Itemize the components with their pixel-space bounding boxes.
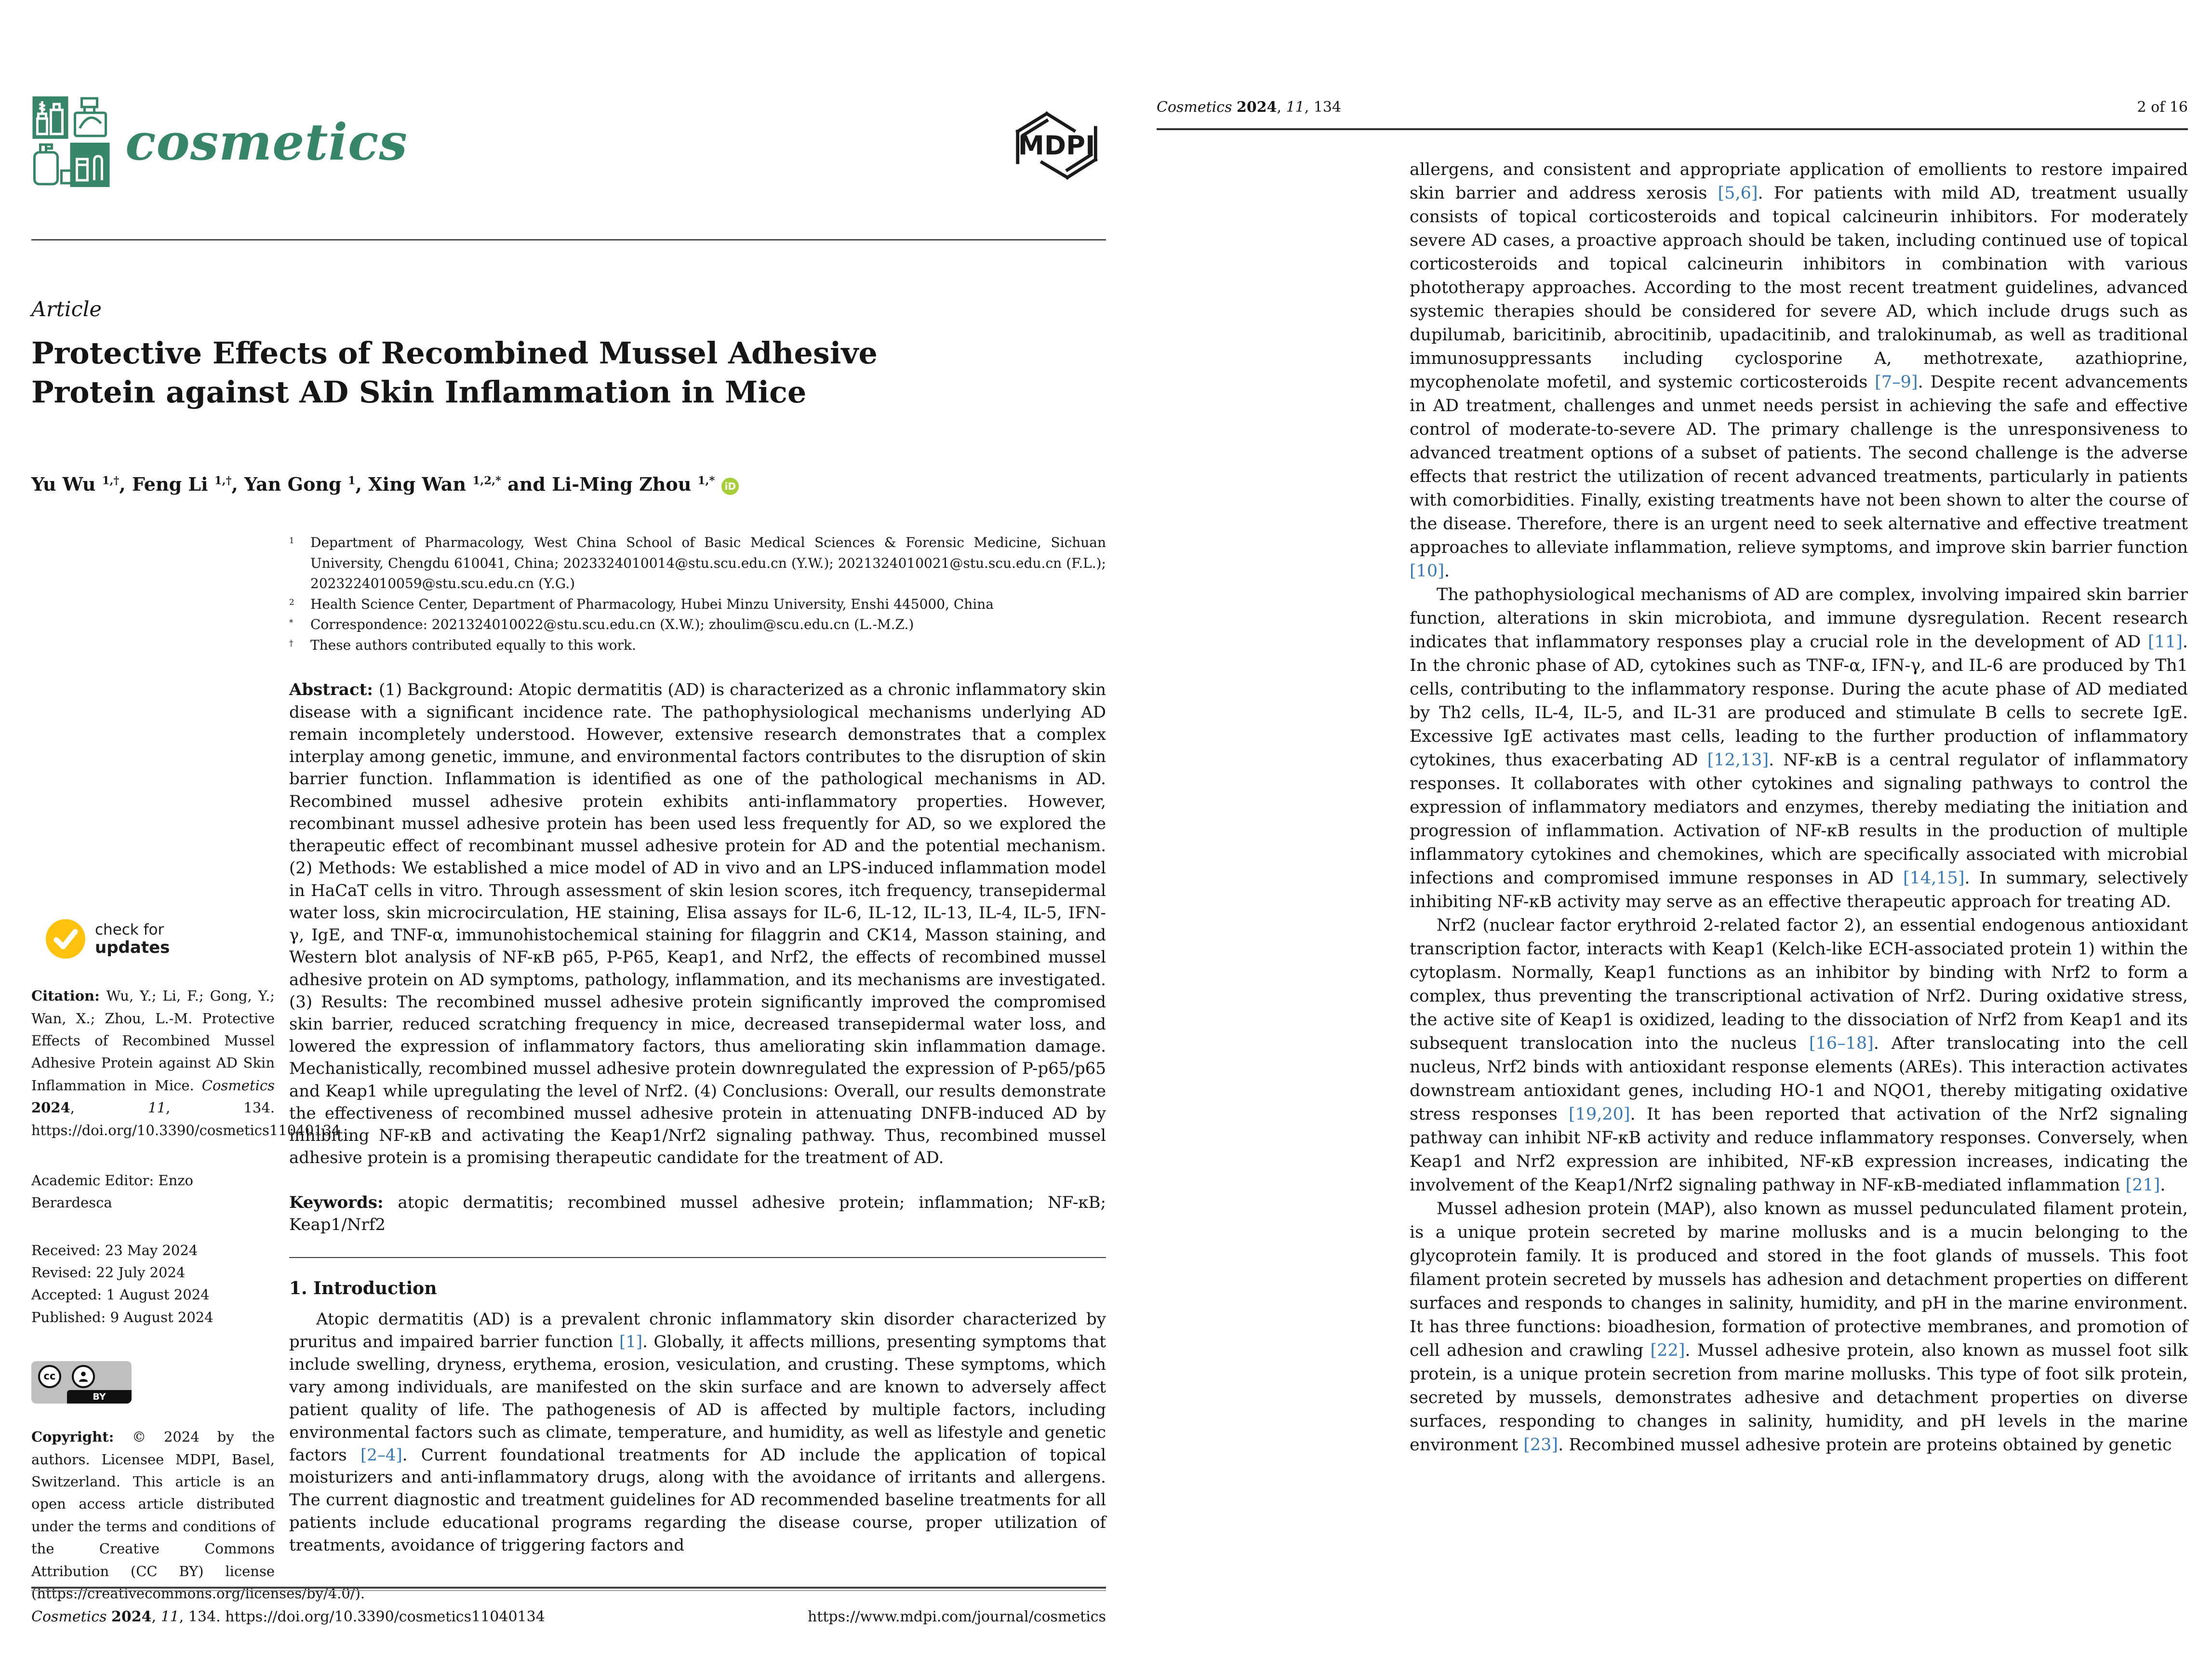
copyright-block: Copyright: © 2024 by the authors. Licensee MDPI, Basel, Switzerland. This article is an open access article distributed under the terms and conditions of the Creative Commons Attribution (CC BY) license (https://creativecommons.org/licenses/by/4.0/). bbox=[31, 1429, 365, 1602]
cc-icon: cc bbox=[38, 1365, 61, 1388]
dates-block bbox=[31, 1239, 275, 1329]
citation-ref[interactable]: [11] bbox=[2148, 632, 2183, 652]
sidebar-info-line: Revised: 22 July 2024 bbox=[31, 1264, 186, 1281]
running-head: Cosmetics 2024, 11, 134 bbox=[1157, 99, 1342, 116]
page-number: 2 of 16 bbox=[2137, 99, 2188, 116]
citation-ref[interactable]: [7–9] bbox=[1875, 373, 1918, 392]
page2-body bbox=[1410, 158, 2188, 1457]
citation-ref[interactable]: [5,6] bbox=[1718, 184, 1758, 203]
section-divider bbox=[289, 1257, 1106, 1258]
cosmetics-logo-icon bbox=[31, 96, 111, 188]
cc-by-label: BY bbox=[67, 1390, 132, 1404]
citation-ref[interactable]: [21] bbox=[2125, 1176, 2160, 1195]
citation-ref[interactable]: [14,15] bbox=[1903, 869, 1965, 888]
paragraph: allergens, and consistent and appropriate application of emollients to restore impaired skin barrier and address xerosis [5,6]. For patients with mild AD, treatment usually consists of topical corticosteroids and topical calcineurin inhibitors. For moderately severe AD cases, a proactive approach should be taken, including continued use of topical corticosteroids and topical calcineurin inhibitors in combination with various phototherapy approaches. According to the most recent treatment guidelines, advanced systemic therapies should be considered for severe AD, which include drugs such as dupilumab, baricitinib, abrocitinib, upadacitinib, and tralokinumab, as well as traditional immunosuppressants including cyclosporine A, methotrexate, azathioprine, mycophenolate mofetil, and systemic corticosteroids [7–9]. Despite recent advancements in AD treatment, challenges and unmet needs persist in achieving the safe and effective control of moderate-to-severe AD. The primary challenge is the unresponsiveness to advanced treatment options of a subset of patients. The second challenge is the adverse effects that restrict the utilization of recent advanced treatments, particularly in patients with comorbidities. Finally, existing treatments have not been shown to alter the course of the disease. Therefore, there is an urgent need to seek alternative and effective treatment approaches to alleviate inflammation, relieve symptoms, and improve skin barrier function [10]. bbox=[1410, 160, 2188, 581]
mdpi-logo-shape bbox=[1012, 106, 1101, 183]
cc-by-badge[interactable] bbox=[31, 1361, 132, 1404]
citation-ref[interactable]: [10] bbox=[1410, 562, 1444, 581]
check-updates-line2: updates bbox=[95, 937, 170, 957]
footer-rule bbox=[31, 1587, 1106, 1591]
academic-editor: Academic Editor: Enzo Berardesca bbox=[31, 1172, 193, 1211]
header-rule bbox=[31, 239, 1106, 241]
article-title: Protective Effects of Recombined Mussel Adhesive Protein against AD Skin Inflammation in Mice bbox=[31, 335, 878, 410]
mdpi-wordmark: MDPI bbox=[1018, 130, 1095, 161]
paragraph: Mussel adhesion protein (MAP), also known as mussel pedunculated filament protein, is a unique protein secreted by marine mollusks and is a mucin belonging to the glycoprotein family. It is produced and stored in the foot glands of mussels. This foot filament protein secreted by mussels has adhesion and detachment properties on different surfaces and responds to changes in salinity, humidity, and pH in the marine environment. It has three functions: bioadhesion, formation of protective membranes, and promotion of cell adhesion and crawling [22]. Mussel adhesive protein, also known as mussel foot silk protein, is a unique protein secretion from marine mollusks. This type of foot silk protein, secreted by mussels, demonstrates adhesive and detachment properties on diverse surfaces, responding to changes in salinity, humidity, and pH levels in the marine environment [23]. Recombined mussel adhesive protein are proteins obtained by genetic bbox=[1410, 1199, 2188, 1455]
footer-journal-url[interactable]: https://www.mdpi.com/journal/cosmetics bbox=[807, 1608, 1106, 1625]
citation-ref[interactable]: [12,13] bbox=[1707, 750, 1769, 770]
check-for-updates-badge[interactable] bbox=[45, 918, 275, 960]
page2-header-rule bbox=[1157, 128, 2188, 130]
page1-footer bbox=[31, 1587, 1106, 1625]
page-2 bbox=[1108, 0, 2212, 1659]
citation-ref[interactable]: [2–4] bbox=[360, 1445, 402, 1465]
citation-block: Citation: Wu, Y.; Li, F.; Gong, Y.; Wan, X.; Zhou, L.-M. Protective Effects of Recombined Mussel Adhesive Protein against AD Skin Inflammation in Mice. Cosmetics 2024, 11, 134. https://doi.org/10.3390/cosmetics11040134 bbox=[31, 988, 341, 1138]
author-names: Yu Wu $^{1,\dagger}$, Feng Li $^{1,\dagger}$, Yan Gong $^1$, Xing Wan $^{1,2,*}$ and Li-Ming Zhou $^{1,*}$ bbox=[31, 473, 715, 495]
sidebar-info-line: Accepted: 1 August 2024 bbox=[31, 1286, 210, 1303]
affiliations bbox=[289, 533, 1106, 656]
paragraph: Atopic dermatitis (AD) is a prevalent chronic inflammatory skin disorder characterized by pruritus and impaired barrier function [1]. Globally, it affects millions, presenting symptoms that include swelling, dryness, erythema, erosion, vesiculation, and crusting. These symptoms, which vary among individuals, are manifested on the skin surface and are known to adversely affect patient quality of life. The pathogenesis of AD is affected by multiple factors, including environmental factors such as climate, temperature, and humidity, as well as lifestyle and genetic factors [2–4]. Current foundational treatments for AD include the application of topical moisturizers and anti-inflammatory drugs, along with the avoidance of irritants and allergens. The current diagnostic and treatment guidelines for AD recommended baseline treatments for all patients include educational programs regarding the disease course, proper utilization of treatments, avoidance of triggering factors and bbox=[289, 1310, 1106, 1555]
check-updates-line1: check for bbox=[95, 921, 164, 938]
citation-ref[interactable]: [19,20] bbox=[1569, 1105, 1630, 1124]
journal-name: cosmetics bbox=[125, 112, 408, 172]
page1-main-column bbox=[289, 533, 1106, 1605]
affiliation-row: † These authors contributed equally to this work. bbox=[289, 637, 636, 653]
citation-ref[interactable]: [22] bbox=[1650, 1341, 1685, 1360]
section-heading-introduction: 1. Introduction bbox=[289, 1278, 437, 1299]
mdpi-logo[interactable] bbox=[1012, 106, 1101, 185]
cc-icons bbox=[38, 1365, 95, 1388]
affiliation-row: 1 Department of Pharmacology, West China School of Basic Medical Sciences & Forensic Medicine, Sichuan University, Chengdu 610041, China; 2023324010014@stu.scu.edu.cn (Y.W.); 2021324010021@stu.scu.edu.cn (F.L.); 2023224010059@stu.scu.edu.cn (Y.G.) bbox=[289, 535, 1106, 592]
check-icon bbox=[45, 918, 86, 960]
sidebar-info-line: Published: 9 August 2024 bbox=[31, 1309, 213, 1325]
paragraph: Nrf2 (nuclear factor erythroid 2-related factor 2), an essential endogenous antioxidant transcription factor, interacts with Keap1 (Kelch-like ECH-associated protein 1) within the cytoplasm. Normally, Keap1 functions as an inhibitor by binding with Nrf2 to form a complex, thus preventing the transcriptional activation of Nrf2. During oxidative stress, the active site of Keap1 is oxidized, leading to the dissociation of Nrf2 from Keap1 and its subsequent translocation into the nucleus [16–18]. After translocating into the cell nucleus, Nrf2 binds with antioxidant response elements (AREs). This interaction activates downstream antioxidant genes, including HO-1 and NQO1, thereby mitigating oxidative stress responses [19,20]. It has been reported that activation of the Nrf2 signaling pathway can inhibit NF-κB activity and reduce inflammatory responses. Conversely, when Keap1 and Nrf2 expression are inhibited, NF-κB expression increases, indicating the involvement of the Keap1/Nrf2 signaling pathway in NF-κB-mediated inflammation [21]. bbox=[1410, 916, 2188, 1195]
citation-ref[interactable]: [16–18] bbox=[1809, 1034, 1874, 1053]
affiliation-row: 2 Health Science Center, Department of Pharmacology, Hubei Minzu University, Enshi 445000, China bbox=[289, 596, 994, 612]
person-icon bbox=[72, 1365, 95, 1388]
article-type: Article bbox=[31, 297, 102, 321]
keywords: Keywords: atopic dermatitis; recombined mussel adhesive protein; inflammation; NF-κB; Keap1/Nrf2 bbox=[289, 1192, 1106, 1234]
citation-ref[interactable]: [23] bbox=[1523, 1435, 1559, 1455]
affiliation-row: * Correspondence: 2021324010022@stu.scu.edu.cn (X.W.); zhoulim@scu.edu.cn (L.-M.Z.) bbox=[289, 616, 914, 633]
footer-citation: Cosmetics 2024, 11, 134. https://doi.org/10.3390/cosmetics11040134 bbox=[31, 1608, 545, 1625]
journal-header bbox=[31, 96, 1106, 188]
sidebar-info-line: Received: 23 May 2024 bbox=[31, 1242, 198, 1258]
page2-header bbox=[1157, 99, 2188, 116]
check-updates-text bbox=[95, 922, 170, 957]
cosmetics-logo[interactable] bbox=[31, 96, 408, 188]
introduction-paragraphs bbox=[289, 1308, 1106, 1557]
paragraph: The pathophysiological mechanisms of AD are complex, involving impaired skin barrier function, alterations in skin microbiota, and immune dysregulation. Recent research indicates that inflammatory responses play a crucial role in the development of AD [11]. In the chronic phase of AD, cytokines such as TNF-α, IFN-γ, and IL-6 are produced by Th1 cells, contributing to the inflammatory response. During the acute phase of AD mediated by Th2 cells, IL-4, IL-5, and IL-31 are produced and stimulate B cells to secrete IgE. Excessive IgE activates mast cells, leading to the further production of inflammatory cytokines, thus exacerbating AD [12,13]. NF-κB is a central regulator of inflammatory responses. It collaborates with other cytokines and signaling pathways to control the expression of inflammatory mediators and enzymes, thereby mediating the initiation and progression of inflammation. Activation of NF-κB results in the production of multiple inflammatory cytokines and chemokines, which are specifically associated with microbial infections and compromised immune responses in AD [14,15]. In summary, selectively inhibiting NF-κB activity may serve as an effective therapeutic approach for treating AD. bbox=[1410, 585, 2188, 911]
orcid-icon[interactable]: iD bbox=[721, 478, 739, 495]
authors-line bbox=[31, 473, 1106, 495]
abstract: Abstract: (1) Background: Atopic dermatitis (AD) is characterized as a chronic inflammatory skin disease with a significant incidence rate. The pathophysiological mechanisms underlying AD remain incompletely understood. However, extensive research demonstrates that a complex interplay among genetic, immune, and environmental factors contributes to the disruption of skin barrier function. Inflammation is identified as one of the pathological mechanisms in AD. Recombined mussel adhesive protein exhibits anti-inflammatory properties. However, recombinant mussel adhesive protein has been used less frequently for AD, so we explored the therapeutic effect of recombinant mussel adhesive protein for AD and the potential mechanism. (2) Methods: We established a mice model of AD in vivo and an LPS-induced inflammation model in HaCaT cells in vitro. Through assessment of skin lesion scores, itch frequency, transepidermal water loss, skin microcirculation, HE staining, Elisa assays for IL-6, IL-12, IL-13, IL-4, IL-5, IFN-γ, IgE, and TNF-α, immunohistochemical staining for filaggrin and CK14, Masson staining, and Western blot analysis of NF-κB p65, P-P65, Keap1, and Nrf2, the effects of recombined mussel adhesive protein on AD symptoms, pathology, inflammation, and its mechanisms are investigated. (3) Results: The recombined mussel adhesive protein significantly improved the compromised skin barrier, reduced scratching frequency in mice, decreased transepidermal water loss, and lowered the expression of inflammatory factors, thus ameliorating skin inflammation damage. Mechanistically, recombined mussel adhesive protein downregulated the expression of P-p65/p65 and Keap1 while upregulating the level of Nrf2. (4) Conclusions: Overall, our results demonstrate the effectiveness of recombined mussel adhesive protein in attenuating DNFB-induced AD by inhibiting NF-κB and activating the Keap1/Nrf2 signaling pathway. Thus, recombined mussel adhesive protein is a promising therapeutic candidate for the treatment of AD. bbox=[289, 680, 1106, 1168]
citation-ref[interactable]: [1] bbox=[619, 1332, 643, 1351]
